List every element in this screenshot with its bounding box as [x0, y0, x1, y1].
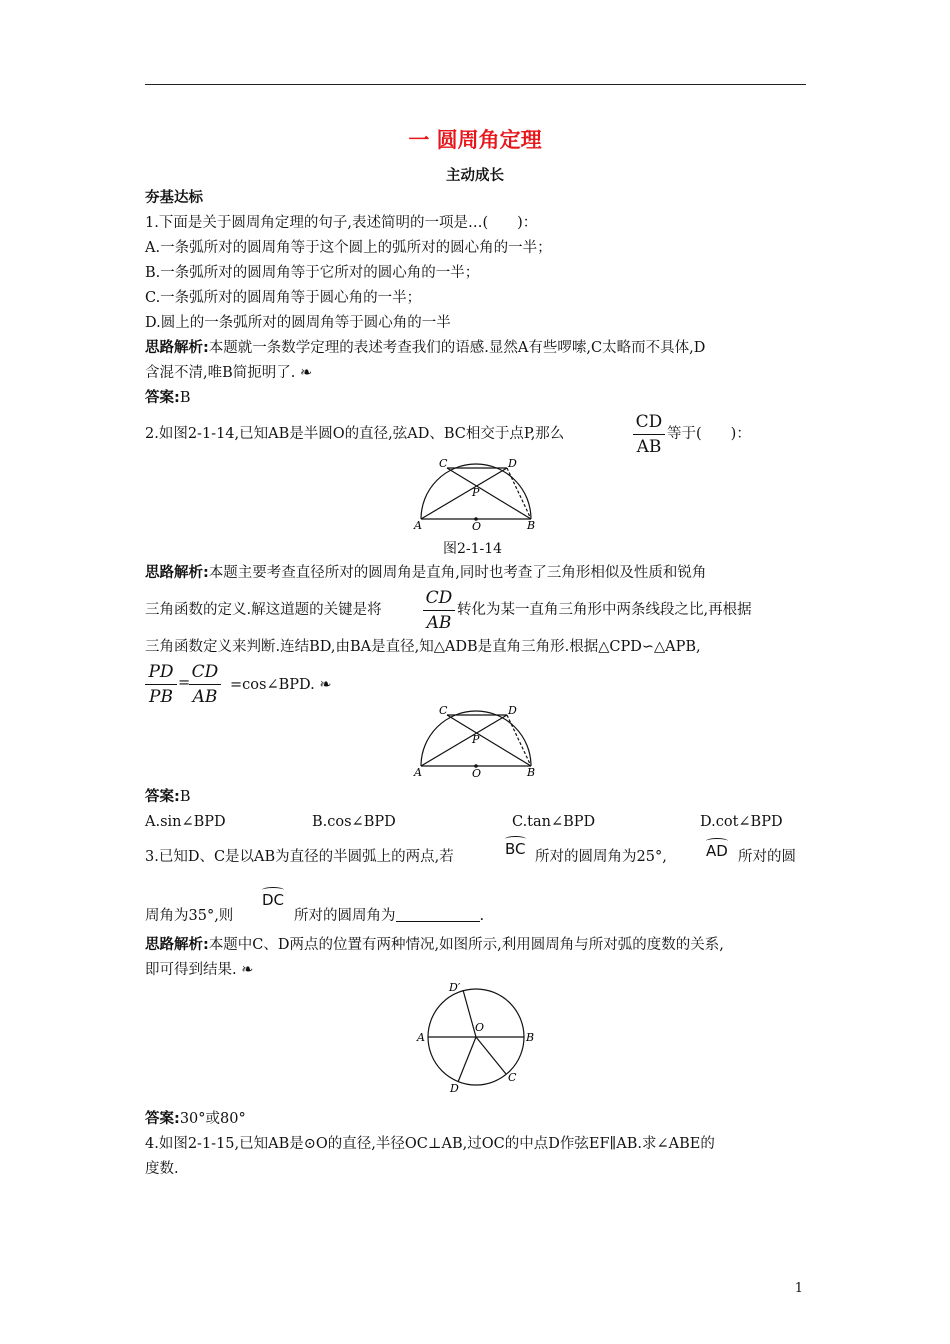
q1-stem: 1.下面是关于圆周角定理的句子,表述简明的一项是…( )： — [145, 215, 538, 231]
q3-analysis-text: 本题中C、D两点的位置有两种情况,如图所示,利用圆周角与所对弧的度数的关系, — [208, 937, 724, 953]
fraction-numerator: CD — [191, 662, 219, 682]
label-d: D — [450, 1082, 459, 1095]
label-c: C — [508, 1071, 517, 1084]
q2-analysis-post: 转化为某一直角三角形中两条线段之比,再根据 — [457, 602, 752, 618]
q2-answer-value: B — [179, 789, 191, 805]
q1-option-b: B.一条弧所对的圆周角等于它所对的圆心角的一半； — [145, 265, 480, 281]
fraction-bar — [633, 434, 665, 435]
q2-option-a: A.sin∠BPD — [145, 814, 226, 830]
label-a: A — [414, 519, 422, 530]
q2-answer — [145, 787, 190, 807]
semicircle-figure-1 — [412, 455, 540, 530]
q2-stem-fraction — [633, 411, 665, 458]
label-b: B — [526, 1031, 535, 1044]
circle-figure — [412, 980, 540, 1098]
mark-icon: ❧ — [299, 365, 313, 381]
q3-line2-end: . — [479, 908, 485, 924]
label-o: O — [472, 520, 482, 530]
fraction-denominator: AB — [636, 437, 662, 457]
fraction-denominator: AB — [426, 613, 452, 633]
fraction-numerator: PD — [148, 662, 174, 682]
answer-label: 答案: — [145, 789, 180, 805]
q1-answer-value: B — [179, 390, 191, 406]
fraction-bar — [145, 684, 177, 685]
fraction-numerator: CD — [425, 588, 453, 608]
eq-fraction-1 — [145, 661, 177, 708]
q4-line1: 4.如图2-1-15,已知AB是⊙O的直径,半径OC⊥AB,过OC的中点D作弦EF∥AB.求∠ABE的 — [145, 1136, 715, 1152]
semicircle-figure-2 — [412, 702, 540, 777]
q2-option-b: B.cos∠BPD — [312, 814, 396, 830]
q2-option-c: C.tan∠BPD — [512, 814, 596, 830]
label-d: D — [508, 457, 517, 470]
figure-caption: 图2-1-14 — [443, 541, 503, 557]
q3-analysis — [145, 935, 724, 955]
page-title: 一 圆周角定理 — [408, 128, 542, 152]
arc-ad-label: AD — [706, 842, 728, 860]
q3-line2-text: 所对的圆周角为 — [294, 908, 396, 924]
label-a: A — [417, 1031, 425, 1044]
answer-label: 答案: — [145, 1111, 180, 1127]
fraction-bar — [423, 610, 455, 611]
q3-answer-value: 30°或80° — [179, 1111, 246, 1127]
q1-analysis-text-2: 含混不清,唯B简扼明了. — [145, 365, 296, 381]
arc-dc — [262, 887, 284, 909]
answer-label: 答案: — [145, 390, 180, 406]
section-heading: 夯基达标 — [145, 190, 203, 206]
page-number: 1 — [794, 1281, 803, 1296]
arc-bc — [505, 836, 526, 858]
fraction-bar — [189, 684, 221, 685]
mark-icon: ❧ — [319, 677, 332, 693]
q3-line2-pre: 周角为35°,则 — [145, 908, 234, 924]
label-b: B — [527, 519, 536, 530]
q1-answer — [145, 388, 190, 408]
label-o: O — [472, 767, 482, 777]
q2-analysis-fraction — [423, 587, 455, 634]
header-rule — [145, 84, 806, 85]
analysis-label: 思路解析: — [145, 937, 209, 953]
q1-option-a: A.一条弧所对的圆周角等于这个圆上的弧所对的圆心角的一半； — [145, 240, 552, 256]
arc-dc-label: DC — [262, 891, 285, 909]
mark-icon: ❧ — [241, 962, 254, 978]
answer-blank — [396, 907, 480, 922]
label-d-prime: D′ — [449, 981, 461, 994]
q1-option-d: D.圆上的一条弧所对的圆周角等于圆心角的一半 — [145, 315, 451, 331]
q1-analysis — [145, 338, 705, 358]
q1-analysis-cont — [145, 363, 312, 383]
q1-analysis-text: 本题就一条数学定理的表述考查我们的语感.显然A有些啰嗦,C太略而不具体,D — [208, 340, 706, 356]
arc-bc-label: BC — [505, 840, 526, 858]
q3-analysis-cont — [145, 960, 253, 980]
label-p: P — [472, 733, 480, 746]
q3-stem-mid: 所对的圆周角为25°, — [535, 849, 667, 865]
eq-fraction-2 — [189, 661, 221, 708]
q3-analysis-text-2: 即可得到结果. — [145, 962, 237, 978]
q2-analysis-3: 三角函数定义来判断.连结BD,由BA是直径,知△ADB是直角三角形.根据△CPD∽△APB, — [145, 639, 701, 655]
q2-stem-post: 等于( )： — [667, 426, 751, 442]
analysis-label: 思路解析: — [145, 340, 209, 356]
q2-analysis-text: 本题主要考查直径所对的圆周角是直角,同时也考查了三角形相似及性质和锐角 — [208, 565, 707, 581]
q2-stem-pre: 2.如图2-1-14,已知AB是半圆O的直径,弦AD、BC相交于点P,那么 — [145, 426, 565, 442]
q3-stem-pre: 3.已知D、C是以AB为直径的半圆弧上的两点,若 — [145, 849, 454, 865]
label-o: O — [475, 1021, 485, 1034]
q3-stem-post: 所对的圆 — [738, 849, 796, 865]
label-d: D — [508, 704, 517, 717]
eq-tail — [230, 675, 332, 695]
label-c: C — [439, 704, 448, 717]
q2-option-d: D.cot∠BPD — [700, 814, 783, 830]
fraction-denominator: PB — [149, 687, 173, 707]
q3-answer — [145, 1109, 246, 1129]
label-a: A — [414, 766, 422, 777]
label-c: C — [439, 457, 448, 470]
q2-analysis-pre: 三角函数的定义.解这道题的关键是将 — [145, 602, 382, 618]
label-b: B — [527, 766, 536, 777]
fraction-denominator: AB — [192, 687, 218, 707]
page-subtitle: 主动成长 — [446, 168, 504, 184]
q1-option-c: C.一条弧所对的圆周角等于圆心角的一半； — [145, 290, 422, 306]
q2-analysis — [145, 563, 706, 583]
q4-line2: 度数. — [145, 1161, 179, 1177]
q3-line2-post — [294, 906, 484, 926]
fraction-numerator: CD — [635, 412, 663, 432]
eq-tail-text: =cos∠BPD. — [230, 677, 315, 693]
arc-ad — [706, 838, 728, 860]
analysis-label: 思路解析: — [145, 565, 209, 581]
eq-equals: = — [178, 675, 191, 691]
label-p: P — [472, 486, 480, 499]
